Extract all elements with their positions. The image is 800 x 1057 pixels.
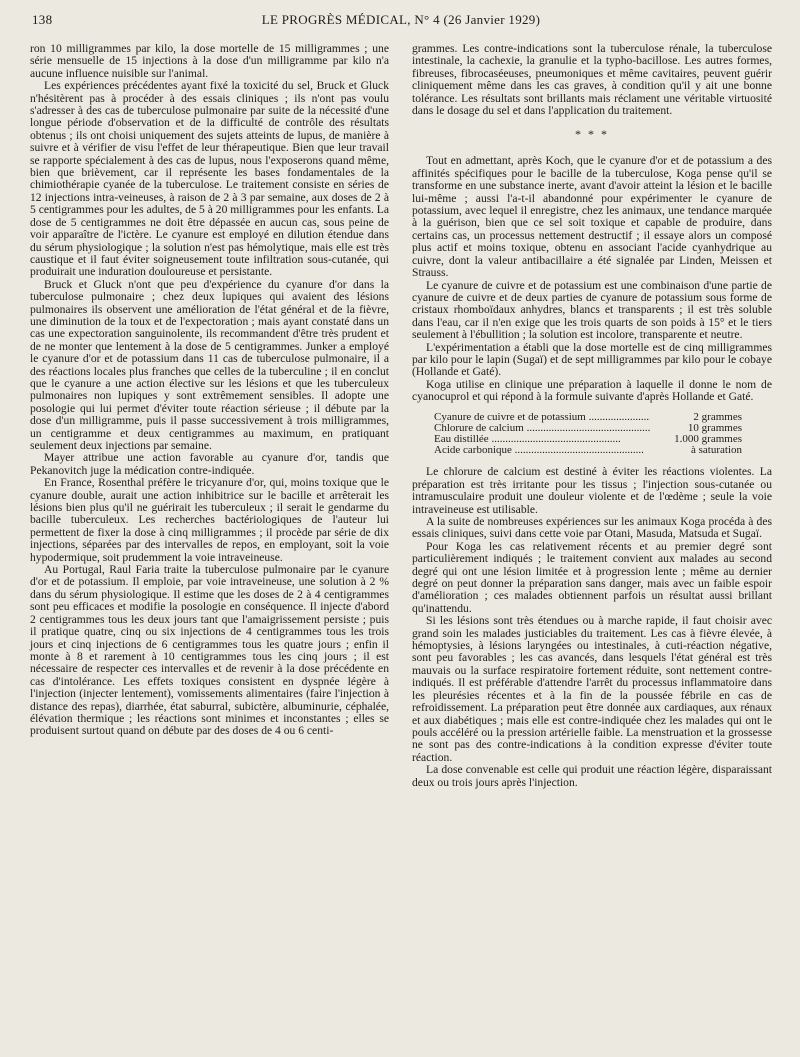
section-separator: * * * [575, 127, 609, 142]
page-number: 138 [32, 12, 53, 27]
paragraph: A la suite de nombreuses expériences sur les animaux Koga procéda à des essais cliniques, suivi dans cette voie par Otani, Masuda, Matsuda et Sugaï. [412, 515, 772, 541]
paragraph: Mayer attribue une action favorable au cyanure d'or, tandis que Pekanovitch juge la médication contre-indiquée. [30, 451, 389, 477]
paragraph: La dose convenable est celle qui produit une réaction légère, disparaissant deux ou trois jours après l'injection. [412, 763, 772, 789]
paragraph: L'expérimentation a établi que la dose mortelle est de cinq milligrammes par kilo pour le lapin (Sugaï) et de sept milligrammes par kilo pour le cobaye (Hollande et Gaté). [412, 340, 772, 379]
paragraph: Koga utilise en clinique une préparation à laquelle il donne le nom de cyanocuprol et qui répond à la formule suivante d'après Hollande et Gaté. [412, 377, 772, 404]
paragraph: Le chlorure de calcium est destiné à éviter les réactions violentes. La préparation est très irritante pour les tissus ; l'injection sous-cutanée ou intramusculaire produit une douleur violente et de l'œdème ; seule la voie intraveineuse est utilisable. [412, 465, 772, 516]
paragraph: Bruck et Gluck n'ont que peu d'expérience du cyanure d'or dans la tuberculose pulmonaire ; chez deux lupiques qui avaient des lésions pulmonaires ils observent une amélioration de l'état général et de la fièvre, une diminution de la toux et de l'expectoration ; mais ayant constaté dans un cas une expectoration sanguinolente, ils recommandent d'être très prudent et de ne monter que lentement à la dose de 5 centigrammes. Junker a employé le cyanure d'or et de potassium dans 11 cas de tuberculose pulmonaire, il a des réactions locales plus franches que celles de la tuberculine ; il en conclut que le cyanure a une action élective sur les lésions et que les tuberculeux pulmonaires non lupiques y sont extrêmement sensibles. Il adopte une posologie qui lui permet d'éviter toute réaction sérieuse ; il débute par la dose d'un milligramme, puis il passe successivement à trois milligrammes, un centigramme et deux centigrammes au maximum, en pratiquant seulement deux injections par semaine. [30, 277, 389, 452]
ingredient-name: Chlorure de calcium ..... [434, 423, 650, 434]
paragraph: Pour Koga les cas relativement récents et au premier degré sont particulièrement indiqués ; le traitement convient aux malades au second degré qui ont une lésion limitée et à progression lente ; même au dernier degré on peut donner la préparation sans danger, mais avec un faible espoir d'amélioration ; ces malades obtiennent parfois un résultat aussi brillant qu'inattendu. [412, 539, 772, 615]
paragraph: Si les lésions sont très étendues ou à marche rapide, il faut choisir avec grand soin les malades justiciables du traitement. Les cas à fièvre élevée, à hémoptysies, à lésions laryngées ou intestinales, à cuti-réaction négative, sont peu favorables ; les cas avancés, dans lesquels l'état général est très mauvais ou la surface respiratoire fortement réduite, sont nettement contre-indiqués. Il est préférable d'attendre l'arrêt du processus inflammatoire dans les pleurésies récentes et à la fin de la poussée fébrile en cas de refroidissement. La préparation peut être donnée aux cardiaques, aux rénaux et aux diabétiques ; mais elle est contre-indiquée chez les malades qui ont le pouls accéléré ou la pression artérielle faible. La menstruation et la grossesse ne sont pas des contre-indications à la condition expresse d'éviter toute réaction. [412, 614, 772, 764]
right-column-body [412, 155, 772, 403]
right-column-top [412, 43, 772, 117]
left-column [30, 43, 389, 738]
paragraph: Au Portugal, Raul Faria traite la tuberculose pulmonaire par le cyanure d'or et de potassium. Il emploie, par voie intraveineuse, une solution à 2 % dans du sérum physiologique. Il estime que les doses de 2 à 4 centigrammes sont peu efficaces et modifie la posologie en conséquence. Il injecte d'abord 2 centigrammes tous les deux jours tant que l'amaigrissement persiste ; puis il pratique quatre, cinq ou six injections de 4 centigrammes tous les trois jours et cinq injections de 6 centigrammes tous les quatre jours ; enfin il monte à 8 et rarement à 10 centigrammes tous les cinq jours ; il est nécessaire de respecter ces intervalles et de revenir à la dose précédente en cas d'intolérance. Les effets toxiques consistent en dyspnée légère à l'injection (injecter lentement), vomissements alimentaires (faire l'injection à distance des repas), diarrhée, état saburral, subictère, albuminurie, céphalée, élévation thermique ; les réactions sont minimes et inconstantes ; elles se produisent surtout quand on débute par des doses de 4 ou 6 centi- [30, 563, 389, 738]
ingredient-name: Eau distillée ..... [434, 434, 650, 445]
right-column [412, 43, 772, 789]
right-column-end [412, 466, 772, 789]
ingredient-quantity: 2 grammes [650, 412, 742, 423]
page-header [30, 10, 772, 32]
ingredient-name: Cyanure de cuivre et de potassium ..... [434, 412, 650, 423]
formula-table [434, 412, 772, 457]
formula-row [434, 445, 742, 456]
paragraph: Le cyanure de cuivre et de potassium est une combinaison d'une partie de cyanure de cuivre et de deux parties de cyanure de potassium sous forme de cristaux rhomboïdaux anhydres, blancs et transparents ; il est très soluble dans l'eau, car il n'en exige que les trois quarts de son poids à 15° et le tiers seulement à l'ébullition ; la solution est incolore, transparente et neutre. [412, 278, 772, 342]
running-title: LE PROGRÈS MÉDICAL, N° 4 (26 Janvier 1929) [261, 12, 541, 27]
ingredient-quantity: 1.000 grammes [650, 434, 742, 445]
paragraph: grammes. Les contre-indications sont la tuberculose rénale, la tuberculose intestinale, la cachexie, la granulie et la typho-bacillose. Les autres formes, fibreuses, fibrocaséeuses, pneumoniques et même cavitaires, peuvent guérir cliniquement même dans les cas graves, à condition qu'il y ait une bonne tolérance. Les résultats sont brillants mais réclament une véritable virtuosité dans le dosage du sel et dans l'application du traitement. [412, 42, 772, 118]
ingredient-quantity: 10 grammes [650, 423, 742, 434]
ingredient-name: Acide carbonique ..... [434, 445, 650, 456]
ingredient-quantity: à saturation [650, 445, 742, 456]
paragraph: En France, Rosenthal préfère le tricyanure d'or, qui, moins toxique que le cyanure double, aurait une action inhibitrice sur le bacille et arrêterait les lésions bien plus qu'il ne guérirait les tuberculeux ; il serait le gendarme du bacille tuberculeux. Les recherches bactériologiques de l'auteur lui permettent de fixer la dose à cinq milligrammes ; il procède par série de dix injections, séparées par des intervalles de repos, en employant, soit la voie hypodermique, soit prudemment la voie intraveineuse. [30, 476, 389, 564]
paragraph: ron 10 milligrammes par kilo, la dose mortelle de 15 milligrammes ; une série mensuelle de 15 injections à la dose d'un milligramme par kilo n'a aucune influence nuisible sur l'animal. [30, 42, 389, 80]
paragraph: Les expériences précédentes ayant fixé la toxicité du sel, Bruck et Gluck n'hésitèrent pas à procéder à des essais cliniques ; ils n'ont pas voulu s'adresser à des cas de tuberculose pulmonaire par suite de la nécessité d'une longue période d'observation et de la difficulté de contrôle des résultats obtenus ; ils ont choisi uniquement des sujets atteints de lupus, de manière à suivre et à vérifier de visu l'effet de leur thérapeutique. Bien que leur travail se rapporte spécialement à des cas de lupus, nous l'exposerons quand même, bien que brièvement, car il représente les bases fondamentales de la chimiothérapie cyanée de la tuberculose. Le traitement consiste en séries de 12 injections intra-veineuses, à raison de 2 à 3 par semaine, aux doses de 2 à 5 centigrammes pour les adultes, de 5 à 20 milligrammes pour les enfants. La dose de 5 centigrammes ne doit être dépassée en aucun cas, sous peine de voir apparaître de l'ictère. Le cyanure est employé en dilution étendue dans du sérum physiologique ; la solution n'est pas hémolytique, mais elle est très caustique et il faut éviter soigneusement toute infiltration sous-cutanée, qui produirait une induration douloureuse et persistante. [30, 79, 389, 279]
paragraph: Tout en admettant, après Koch, que le cyanure d'or et de potassium a des affinités spécifiques pour le bacille de la tuberculose, Koga pense qu'il se transforme en une substance inerte, avant d'avoir atteint la lésion et le bacille lui-même ; aussi l'a-t-il abandonné pour expérimenter le cyanure de potassium, avec lequel il enregistre, chez les animaux, une tendance marquée à la guérison, bien que ce sel soit toxique et capable de produire, dans certains cas, un processus nettement destructif ; il essaye alors un composé plus actif et moins toxique, obtenu en associant l'acide cyanhydrique au cuivre, dont la valeur antibacillaire a été signalée par Linden, Meissen et Strauss. [412, 154, 772, 280]
